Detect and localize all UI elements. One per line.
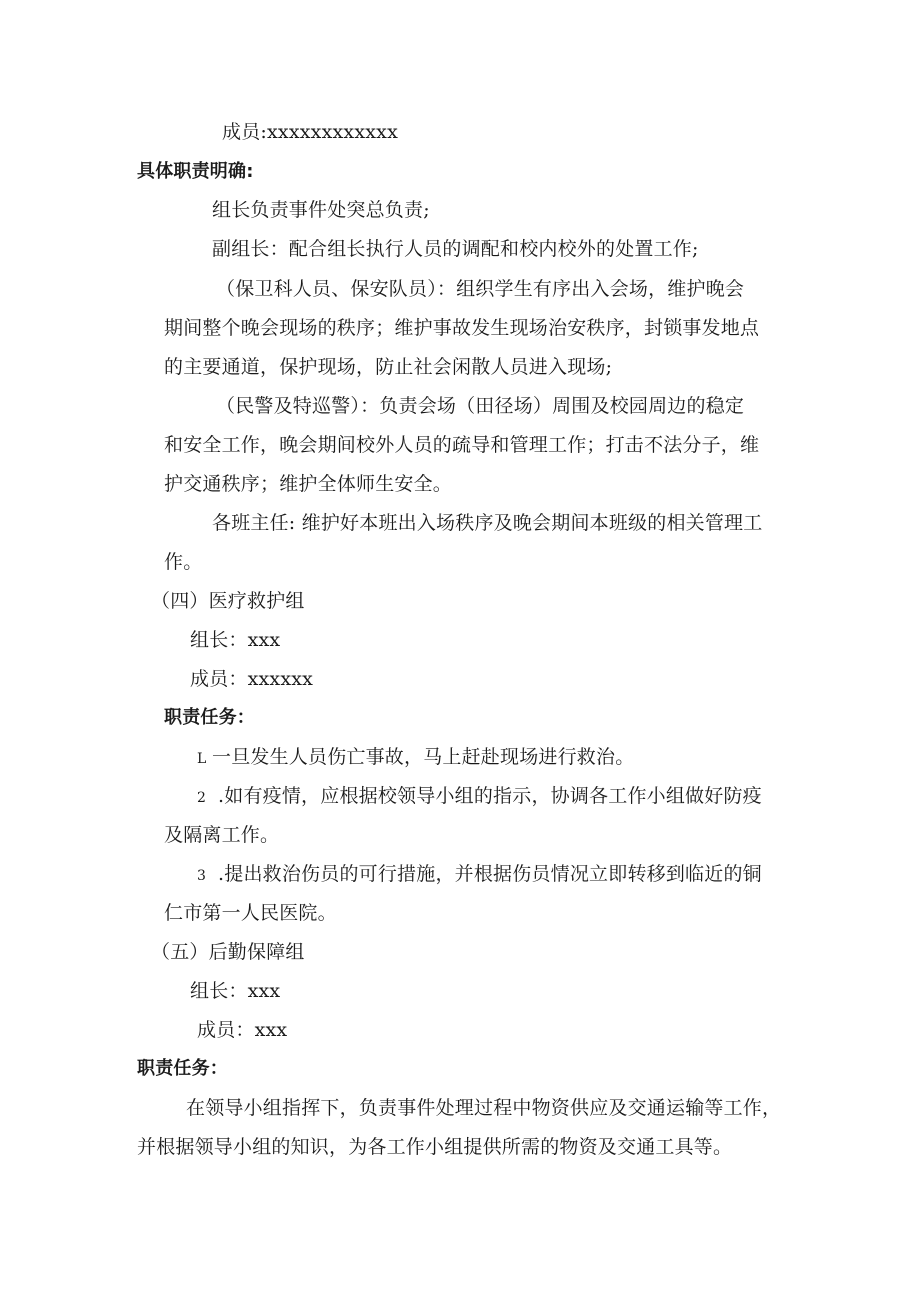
paragraph-police-1: （民警及特巡警）：负责会场（田径场）周围及校园周边的稳定 [216,395,745,417]
section-heading-logistics: （五）后勤保障组 [151,941,305,963]
member-line-1: 成员:xxxxxxxxxxxx [222,121,398,143]
paragraph-security-3: 的主要通道，保护现场，防止社会闲散人员进入现场; [164,356,613,378]
logistics-paragraph-1: 在领导小组指挥下，负责事件处理过程中物资供应及交通运输等工作， [186,1097,782,1119]
paragraph-security-2: 期间整个晚会现场的秩序；维护事故发生现场治安秩序，封锁事发地点 [164,317,760,339]
section-heading-duties: 具体职责明确: [137,161,254,182]
paragraph-police-2: 和安全工作，晚会期间校外人员的疏导和管理工作；打击不法分子，维 [164,434,760,456]
medical-leader: 组长：xxx [190,629,281,651]
paragraph-deputy: 副组长：配合组长执行人员的调配和校内校外的处置工作; [212,238,699,260]
medical-item-3-cont: 仁市第一人民医院。 [164,902,337,924]
paragraph-security-1: （保卫科人员、保安队员）：组织学生有序出入会场，维护晚会 [216,278,745,300]
section-heading-medical: （四）医疗救护组 [151,590,305,612]
medical-duties-heading: 职责任务： [164,707,255,728]
list-marker-2: 2 [197,790,207,806]
medical-members: 成员：xxxxxx [190,668,314,690]
logistics-duties-heading: 职责任务： [137,1058,228,1079]
paragraph-police-3: 护交通秩序；维护全体师生安全。 [164,473,453,495]
paragraph-class-teacher-2: 作。 [164,551,203,573]
list-marker-1: L [197,751,207,767]
logistics-paragraph-2: 并根据领导小组的知识，为各工作小组提供所需的物资及交通工具等。 [137,1136,733,1158]
medical-item-1: 一旦发生人员伤亡事故，马上赶赴现场进行救治。 [212,746,635,768]
logistics-leader: 组长：xxx [190,980,281,1002]
paragraph-class-teacher-1: 各班主任: 维护好本班出入场秩序及晚会期间本班级的相关管理工 [212,512,763,534]
list-marker-3: 3 [197,868,207,884]
paragraph-leader: 组长负责事件处突总负责; [212,199,430,221]
logistics-members: 成员：xxx [197,1019,288,1041]
medical-item-3: .提出救治伤员的可行措施，并根据伤员情况立即转移到临近的铜 [218,863,762,885]
medical-item-2-cont: 及隔离工作。 [164,824,280,846]
medical-item-2: .如有疫情，应根据校领导小组的指示，协调各工作小组做好防疫 [218,785,762,807]
